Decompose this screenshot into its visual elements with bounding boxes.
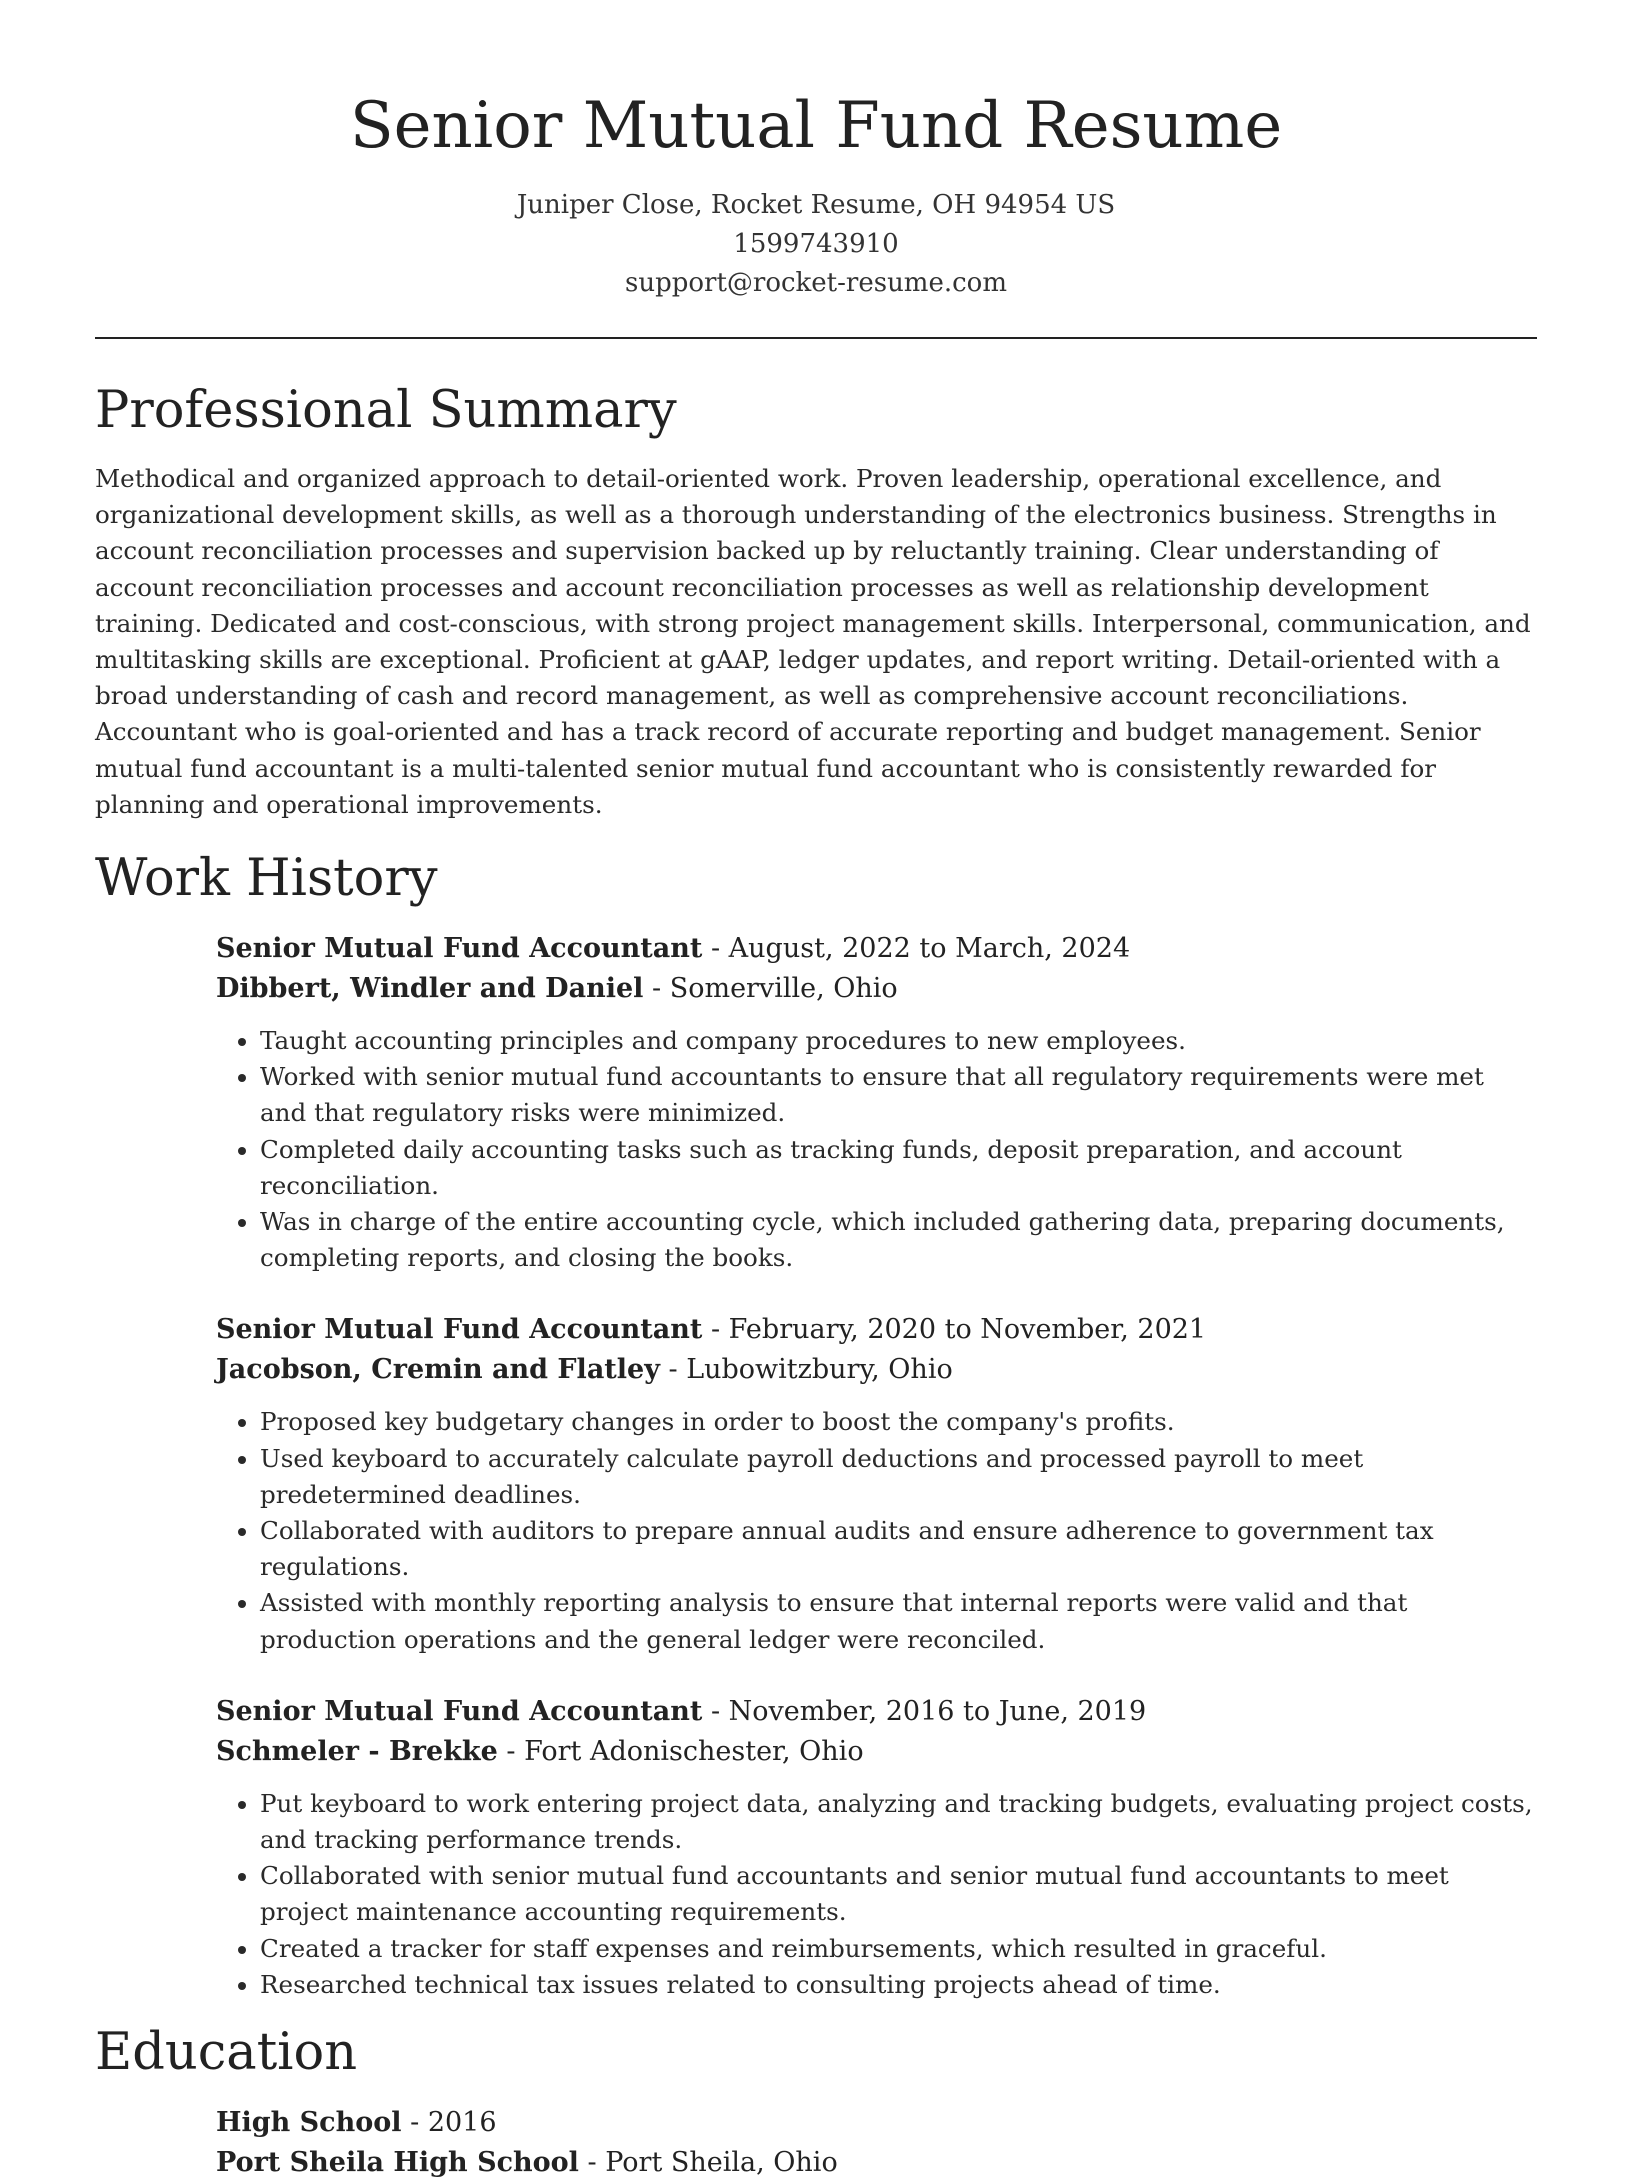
work-history-section: [95, 847, 1537, 2003]
job-dates: November, 2016 to June, 2019: [728, 1695, 1147, 1727]
contact-block: [95, 186, 1537, 303]
job-bullets: [216, 1786, 1537, 2003]
job-bullet: • Created a tracker for staff expenses and reimbursements, which resulted in graceful.: [260, 1931, 1537, 1967]
contact-address: Juniper Close, Rocket Resume, OH 94954 US: [516, 190, 1116, 220]
job-location: Fort Adonischester, Ohio: [524, 1735, 864, 1767]
job-dates: February, 2020 to November, 2021: [728, 1314, 1207, 1346]
education-year: 2016: [427, 2107, 497, 2139]
separator: -: [578, 2147, 606, 2179]
job-bullet: • Worked with senior mutual fund accountants to ensure that all regulatory requirements were met and that regulatory risks were minimized.: [260, 1059, 1537, 1131]
job-dates: August, 2022 to March, 2024: [728, 933, 1131, 965]
job-bullets: [216, 1404, 1537, 1657]
job-bullet: • Used keyboard to accurately calculate payroll deductions and processed payroll to meet predetermined deadlines.: [260, 1441, 1537, 1513]
job-title: Senior Mutual Fund Accountant: [216, 933, 703, 965]
job-location: Lubowitzbury, Ohio: [686, 1354, 953, 1386]
contact-email: support@rocket-resume.com: [624, 268, 1007, 298]
job-bullet: • Taught accounting principles and company procedures to new employees.: [260, 1023, 1537, 1059]
resume-title: Senior Mutual Fund Resume: [349, 89, 1283, 163]
job-bullet: • Proposed key budgetary changes in order to boost the company's profits.: [260, 1404, 1537, 1440]
job-location: Somerville, Ohio: [669, 973, 898, 1005]
education-school: Port Sheila High School: [216, 2147, 579, 2179]
job-company: Schmeler - Brekke: [216, 1735, 498, 1767]
education-location: Port Sheila, Ohio: [605, 2147, 838, 2179]
work-history-heading: Work History: [95, 849, 438, 909]
job-title: Senior Mutual Fund Accountant: [216, 1314, 703, 1346]
job-bullet: • Assisted with monthly reporting analysis to ensure that internal reports were valid and that production operations and the general ledger were reconciled.: [260, 1585, 1537, 1657]
separator: -: [497, 1735, 525, 1767]
separator: -: [702, 933, 729, 965]
job-bullet: • Researched technical tax issues related to consulting projects ahead of time.: [260, 1967, 1537, 2003]
education-degree-line: [216, 2103, 1537, 2143]
job-title-line: [216, 1310, 1537, 1350]
separator: -: [659, 1354, 687, 1386]
job-company: Dibbert, Windler and Daniel: [216, 973, 644, 1005]
job-bullet: • Put keyboard to work entering project data, analyzing and tracking budgets, evaluating project costs, and tracking performance trends.: [260, 1786, 1537, 1858]
job-entry: [216, 1310, 1537, 1657]
job-bullet: • Completed daily accounting tasks such as tracking funds, deposit preparation, and account reconciliation.: [260, 1132, 1537, 1204]
separator: -: [401, 2107, 428, 2139]
job-bullets: [216, 1023, 1537, 1276]
job-entry: [216, 1692, 1537, 2003]
education-heading: Education: [95, 2023, 358, 2083]
resume-header: [95, 0, 1537, 303]
education-degree: High School: [216, 2107, 402, 2139]
separator: -: [702, 1695, 729, 1727]
education-section: [95, 2021, 1537, 2183]
header-divider: [95, 337, 1537, 339]
job-company-line: [216, 1350, 1537, 1390]
job-company: Jacobson, Cremin and Flatley: [216, 1354, 660, 1386]
job-bullet: • Collaborated with senior mutual fund accountants and senior mutual fund accountants to meet project maintenance accounting requirements.: [260, 1858, 1537, 1930]
job-title: Senior Mutual Fund Accountant: [216, 1695, 703, 1727]
contact-phone: 1599743910: [733, 229, 899, 259]
separator: -: [702, 1314, 729, 1346]
job-bullet: • Was in charge of the entire accounting cycle, which included gathering data, preparing documents, completing reports, and closing the books.: [260, 1204, 1537, 1276]
education-school-line: [216, 2143, 1537, 2183]
job-title-line: [216, 929, 1537, 969]
job-bullet: • Collaborated with auditors to prepare annual audits and ensure adherence to government tax regulations.: [260, 1513, 1537, 1585]
summary-text: Methodical and organized approach to detail-oriented work. Proven leadership, operational excellence, and organizational development skills, as well as a thorough understanding of the electronics business. Strengths in account reconciliation processes and supervision backed up by reluctantly training. Clear understanding of account reconciliation processes and account reconciliation processes as well as relationship development training. Dedicated and cost-conscious, with strong project management skills. Interpersonal, communication, and multitasking skills are exceptional. Proficient at gAAP, ledger updates, and report writing. Detail-oriented with a broad understanding of cash and record management, as well as comprehensive account reconciliations. Accountant who is goal-oriented and has a track record of accurate reporting and budget management. Senior mutual fund accountant is a multi-talented senior mutual fund accountant who is consistently rewarded for planning and operational improvements.: [95, 464, 1531, 819]
summary-heading: Professional Summary: [95, 381, 677, 440]
education-entry: [216, 2103, 1537, 2183]
job-company-line: [216, 1732, 1537, 1772]
job-entry: [216, 929, 1537, 1276]
summary-section: [95, 379, 1537, 823]
separator: -: [643, 973, 670, 1005]
job-company-line: [216, 969, 1537, 1009]
job-title-line: [216, 1692, 1537, 1732]
